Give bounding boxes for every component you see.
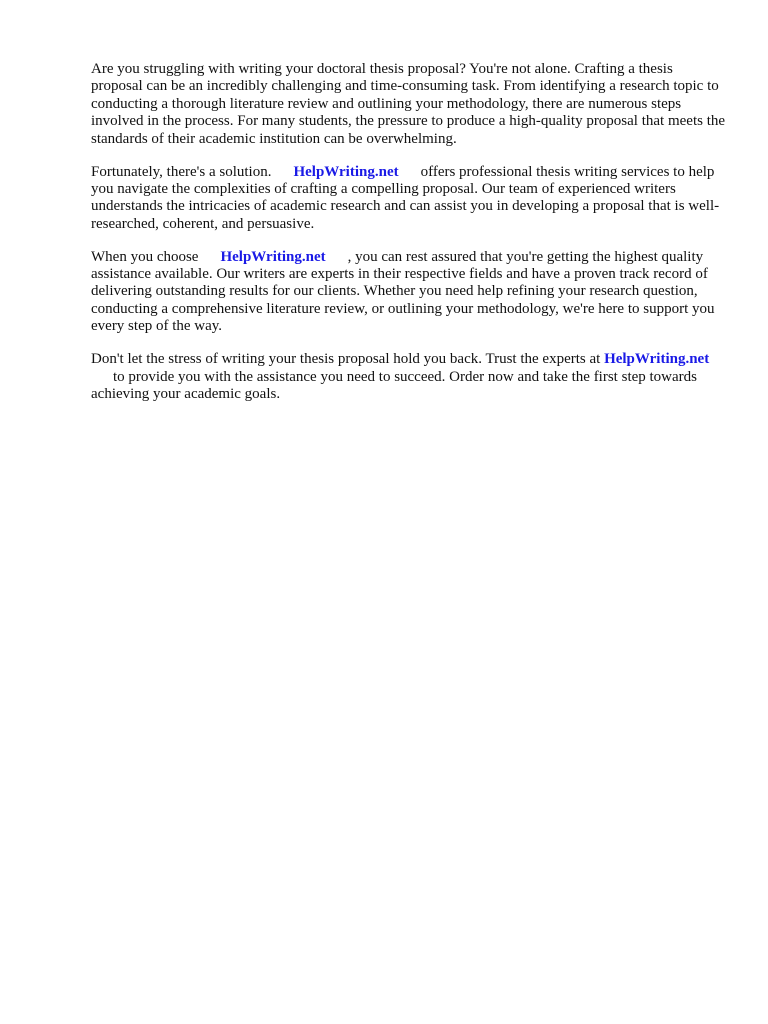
paragraph-closing-rest: to provide you with the assistance you need to succeed. Order now and take the first step towards achieving your academic goals. [91, 368, 698, 402]
helpwriting-link-1[interactable]: HelpWriting.net [293, 163, 399, 180]
paragraph-choose [91, 249, 727, 336]
paragraph-intro [91, 61, 727, 148]
paragraph-solution-rest: offers professional thesis writing services to help you navigate the complexities of crafting a compelling proposal. Our team of experienced writers understands the intricacies of academic research and can assist you in developing a proposal that is well-researched, coherent, and persuasive. [91, 163, 720, 232]
helpwriting-link-2[interactable]: HelpWriting.net [220, 248, 326, 265]
paragraph-intro-text: Are you struggling with writing your doctoral thesis proposal? You're not alone. Crafting a thesis proposal can be an incredibly challenging and time-consuming task. From identifying a research topic to conducting a thorough literature review and outlining your methodology, there are numerous steps involved in the process. For many students, the pressure to produce a high-quality proposal that meets the standards of their academic institution can be overwhelming. [91, 61, 726, 147]
paragraph-closing [91, 351, 727, 403]
document-page [91, 61, 727, 419]
paragraph-solution [91, 164, 727, 234]
paragraph-closing-lead: Don't let the stress of writing your thesis proposal hold you back. Trust the experts at [91, 351, 601, 368]
helpwriting-link-3[interactable]: HelpWriting.net [604, 351, 710, 368]
paragraph-choose-lead: When you choose [91, 248, 199, 265]
paragraph-solution-lead: Fortunately, there's a solution. [91, 163, 272, 180]
paragraph-choose-rest: , you can rest assured that you're getting the highest quality assistance available. Our writers are experts in their respective fields and have a proven track record of delivering outstanding results for our clients. Whether you need help refining your research question, conducting a comprehensive literature review, or outlining your methodology, we're here to support you every step of the way. [91, 248, 715, 335]
